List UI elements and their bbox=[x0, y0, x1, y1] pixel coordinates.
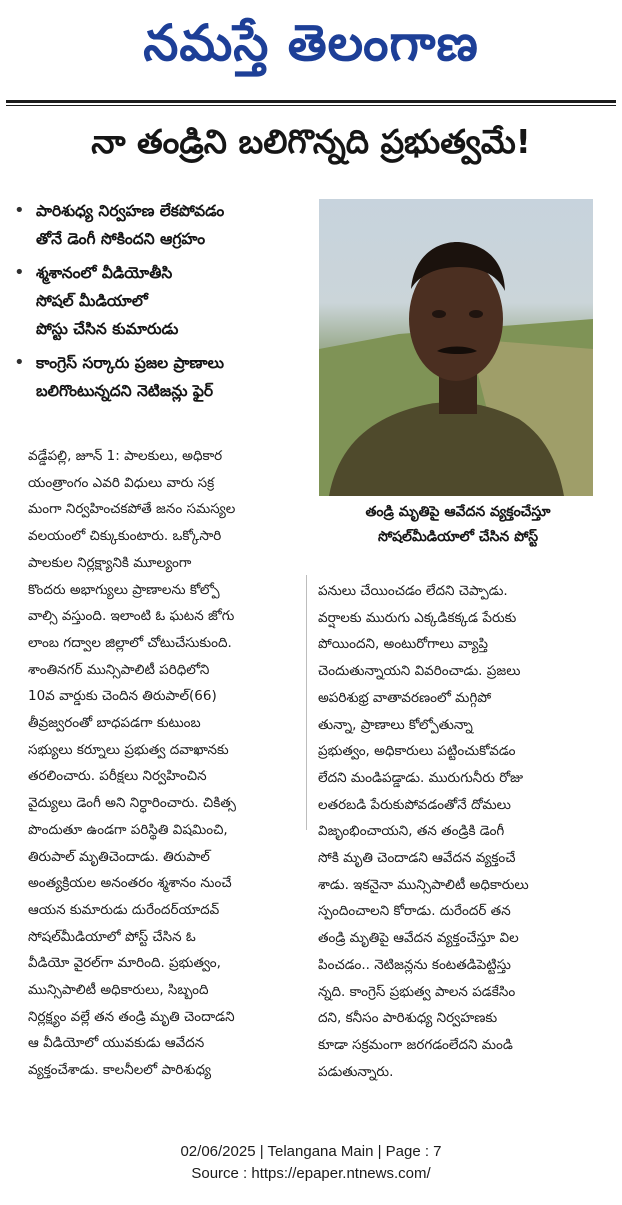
highlight-line: పోస్టు చేసిన కుమారుడు bbox=[36, 320, 179, 338]
body-line: శాడు. ఇకనైనా మున్సిపాలిటీ అధికారులు bbox=[318, 876, 529, 893]
body-line: యంత్రాంగం ఎవరి విధులు వారు సక్ర bbox=[28, 474, 215, 491]
masthead bbox=[0, 0, 622, 98]
highlight-item bbox=[14, 259, 316, 343]
body-line: లతరబడి పేరుకుపోవడంతోనే దోమలు bbox=[318, 796, 511, 813]
page-footer bbox=[0, 1141, 622, 1185]
body-line: దని, కనీసం పారిశుధ్య నిర్వహణకు bbox=[318, 1010, 498, 1027]
body-line: శాంతినగర్ మున్సిపాలిటీ పరిధిలోని bbox=[28, 661, 210, 678]
body-line: అంత్యక్రియల అనంతరం శ్మశానం నుంచే bbox=[28, 875, 232, 892]
body-line: కూడా సక్రమంగా జరగడంలేదని మండి bbox=[318, 1036, 513, 1053]
body-line: 10వ వార్డుకు చెందిన తిరుపాల్(66) bbox=[28, 688, 217, 705]
body-line: తున్నా, ప్రాణాలు కోల్పోతున్నా bbox=[318, 716, 473, 733]
bullet-icon: • bbox=[14, 200, 25, 221]
body-line: లేదని మండిపడ్డాడు. మురుగునీరు రోజు bbox=[318, 769, 524, 786]
column-divider bbox=[306, 575, 307, 830]
body-line: మున్సిపాలిటీ అధికారులు, సిబ్బంది bbox=[28, 982, 209, 999]
footer-date-page: 02/06/2025 | Telangana Main | Page : 7 bbox=[180, 1143, 442, 1160]
body-line: సోషల్‌మీడియాలో పోస్ట్ చేసిన ఓ bbox=[28, 928, 196, 945]
body-line: లాంబ గద్వాల జిల్లాలో చోటుచేసుకుంది. bbox=[28, 634, 232, 651]
highlight-line: బలిగొంటున్నదని నెటిజన్లు ఫైర్ bbox=[36, 382, 214, 400]
highlights-list bbox=[14, 197, 316, 411]
body-line: కొందరు అభాగ్యులు ప్రాణాలను కోల్పో bbox=[28, 581, 220, 598]
body-line: వ్యక్తంచేశాడు. కాలనీలలో పారిశుధ్య bbox=[28, 1062, 212, 1079]
body-line: వైద్యులు డెంగీ అని నిర్ధారించారు. చికిత్స bbox=[28, 795, 236, 812]
body-line: పొందుతూ ఉండగా పరిస్థితి విషమించి, bbox=[28, 821, 228, 838]
body-line: న్నది. కాంగ్రెస్ ప్రభుత్వ పాలన పడకేసిం bbox=[318, 983, 516, 1000]
body-line: పోయిందని, అంటురోగాలు వ్యాప్తి bbox=[318, 636, 489, 653]
body-line: ఆ వీడియోలో యువకుడు ఆవేదన bbox=[28, 1035, 205, 1052]
body-line: తీవ్రజ్వరంతో బాధపడగా కుటుంబ bbox=[28, 715, 201, 732]
highlight-line: తోనే డెంగీ సోకిందని ఆగ్రహం bbox=[36, 230, 206, 248]
highlight-line: పారిశుధ్య నిర్వహణ లేకపోవడం bbox=[36, 202, 225, 220]
caption-line: సోషల్‌మీడియాలో చేసిన పోస్ట్ bbox=[377, 529, 539, 545]
article-body-left-column bbox=[28, 443, 303, 1084]
body-line: మంగా నిర్వహించకపోతే జనం సమస్యల bbox=[28, 501, 236, 518]
body-line: పనులు చేయించడం లేదని చెప్పాడు. bbox=[318, 583, 508, 599]
body-line: వాల్సి వస్తుంది. ఇలాంటి ఓ ఘటన జోగు bbox=[28, 608, 235, 625]
footer-source[interactable]: Source : https://epaper.ntnews.com/ bbox=[191, 1165, 431, 1182]
body-line: ఆయన కుమారుడు దురేందర్‌యాదవ్ bbox=[28, 901, 220, 918]
photo-caption bbox=[316, 500, 600, 550]
highlight-line: సోషల్ మీడియాలో bbox=[36, 292, 148, 310]
body-line: ప్రభుత్వం, అధికారులు పట్టించుకోవడం bbox=[318, 743, 516, 760]
masthead-rule-thin bbox=[6, 105, 616, 106]
body-line: వలయంలో చిక్కుకుంటారు. ఒక్కోసారి bbox=[28, 528, 222, 545]
body-line: చెందుతున్నాయని వివరించాడు. ప్రజలు bbox=[318, 663, 521, 680]
body-line: వర్షాలకు మురుగు ఎక్కడికక్కడ పేరుకు bbox=[318, 609, 517, 626]
masthead-title: నమస్తే తెలంగాణ bbox=[143, 13, 479, 72]
body-line: పాలకుల నిర్లక్ష్యానికి మూల్యంగా bbox=[28, 554, 192, 571]
body-line: నిర్లక్ష్యం వల్లే తన తండ్రి మృతి చెందాడని bbox=[28, 1008, 235, 1025]
body-line: సోకి మృతి చెందాడని ఆవేదన వ్యక్తంచే bbox=[318, 850, 516, 867]
masthead-rule bbox=[6, 100, 616, 103]
body-line: తిరుపాల్ మృతిచెందాడు. తిరుపాల్ bbox=[28, 848, 210, 865]
highlight-line: శ్మశానంలో వీడియోతీసి bbox=[36, 264, 173, 282]
body-line: తరలించారు. పరీక్షలు నిర్వహించిన bbox=[28, 768, 207, 785]
body-line: స్పందించాలని కోరాడు. దురేందర్ తన bbox=[318, 903, 511, 920]
bullet-icon: • bbox=[14, 352, 25, 373]
article-photo bbox=[319, 199, 593, 496]
body-line: పడుతున్నారు. bbox=[318, 1063, 394, 1080]
body-line: విజృంభించాయని, తన తండ్రికి డెంగీ bbox=[318, 823, 505, 840]
body-line: సభ్యులు కర్నూలు ప్రభుత్వ దవాఖానకు bbox=[28, 741, 229, 758]
body-line: వీడియో వైరల్‌గా మారింది. ప్రభుత్వం, bbox=[28, 955, 221, 972]
body-line: పించడం.. నెటిజన్లను కంటతడిపెట్టిస్తు bbox=[318, 956, 511, 973]
caption-line: తండ్రి మృతిపై ఆవేదన వ్యక్తంచేస్తూ bbox=[365, 504, 551, 520]
person-photo-illustration bbox=[319, 199, 593, 496]
body-line: అపరిశుభ్ర వాతావరణంలో మగ్గిపో bbox=[318, 689, 492, 706]
article-headline: నా తండ్రిని బలిగొన్నది ప్రభుత్వమే! bbox=[91, 122, 531, 161]
body-line: తండ్రి మృతిపై ఆవేదన వ్యక్తంచేస్తూ విల bbox=[318, 930, 519, 947]
body-line: వడ్డేపల్లి, జూన్ 1: పాలకులు, అధికార bbox=[28, 448, 223, 464]
article-body-right-column bbox=[318, 578, 610, 1085]
highlight-item bbox=[14, 349, 316, 405]
highlight-line: కాంగ్రెస్ సర్కారు ప్రజల ప్రాణాలు bbox=[36, 354, 224, 372]
highlight-item bbox=[14, 197, 316, 253]
bullet-icon: • bbox=[14, 262, 25, 283]
